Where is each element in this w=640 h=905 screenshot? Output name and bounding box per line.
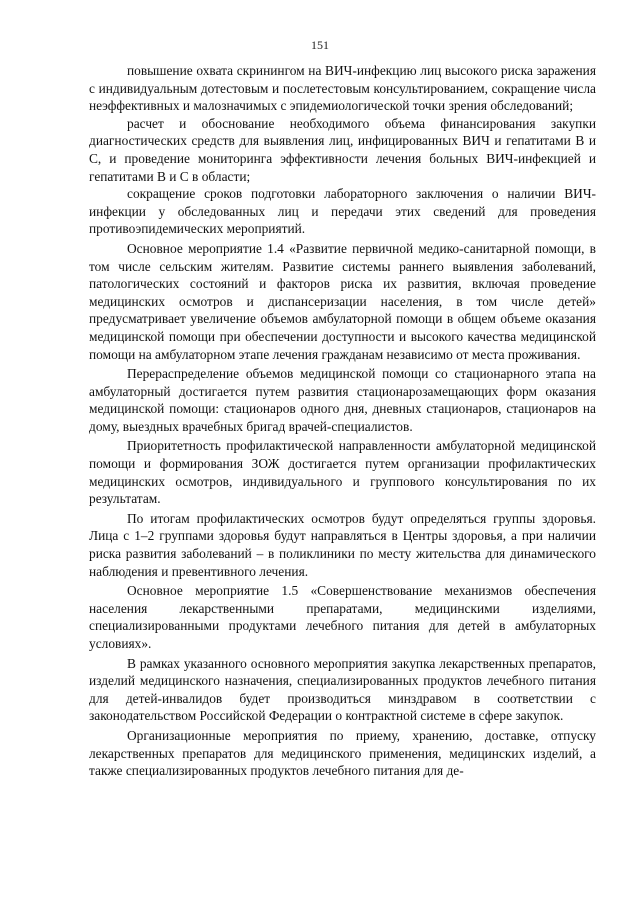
paragraph: Перераспределение объемов медицинской помощи со стационарного этапа на амбулаторный достигается путем развития стационарозамещающих форм оказания медицинской помощи: стационаров одного дня, дневных стационаров, стационаров на дому, выездных врачебных бригад врачей-специалистов.: [89, 366, 596, 434]
paragraph: В рамках указанного основного мероприятия закупка лекарственных препаратов, изделий медицинского назначения, специализированных продуктов лечебного питания для детей-инвалидов будет производиться минздравом в соответствии с законодательством Российской Федерации о контрактной системе в сфере закупок.: [89, 655, 596, 724]
paragraph: Организационные мероприятия по приему, хранению, доставке, отпуску лекарственных препаратов для медицинского применения, медицинских изделий, а также специализированных продуктов лечебного питания для де-: [89, 727, 596, 779]
paragraph: Приоритетность профилактической направленности амбулаторной медицинской помощи и формирования ЗОЖ достигается путем организации профилактических медицинских осмотров, индивидуального и группового консультирования по их результатам.: [89, 438, 596, 507]
paragraph: расчет и обоснование необходимого объема финансирования закупки диагностических средств для выявления лиц, инфицированных ВИЧ и гепатитами В и С, и проведение мониторинга эффективности лечения больных ВИЧ-инфекцией и гепатитами В и С в области;: [89, 115, 596, 184]
paragraph: сокращение сроков подготовки лабораторного заключения о наличии ВИЧ-инфекции у обследованных лиц и передачи этих сведений для проведения противоэпидемических мероприятий.: [89, 186, 596, 237]
paragraph: Основное мероприятие 1.4 «Развитие первичной медико-санитарной помощи, в том числе сельским жителям. Развитие системы раннего выявления заболеваний, патологических состояний и факторов риска их развития, включая проведение медицинских осмотров и диспансеризации населения, в том числе детей» предусматривает увеличение объемов амбулаторной помощи в общем объеме оказания медицинской помощи при обеспечении доступности и высокого качества медицинской помощи на амбулаторном этапе лечения гражданам независимо от места проживания.: [89, 240, 596, 362]
page-number: 151: [311, 38, 329, 52]
document-body: [89, 62, 596, 780]
paragraph: Основное мероприятие 1.5 «Совершенствование механизмов обеспечения населения лекарственными препаратами, медицинскими изделиями, специализированными продуктами лечебного питания для детей в амбулаторных условиях».: [89, 583, 596, 651]
paragraph: повышение охвата скринингом на ВИЧ-инфекцию лиц высокого риска заражения с индивидуальным дотестовым и послетестовым консультированием, сокращение числа неэффективных и малозначимых с эпидемиологической точки зрения обследований;: [89, 63, 596, 114]
paragraph: По итогам профилактических осмотров будут определяться группы здоровья. Лица с 1–2 группами здоровья будут направляться в Центры здоровья, а при наличии риска развития заболеваний – в поликлиники по месту жительства для динамического наблюдения и превентивного лечения.: [89, 510, 596, 579]
